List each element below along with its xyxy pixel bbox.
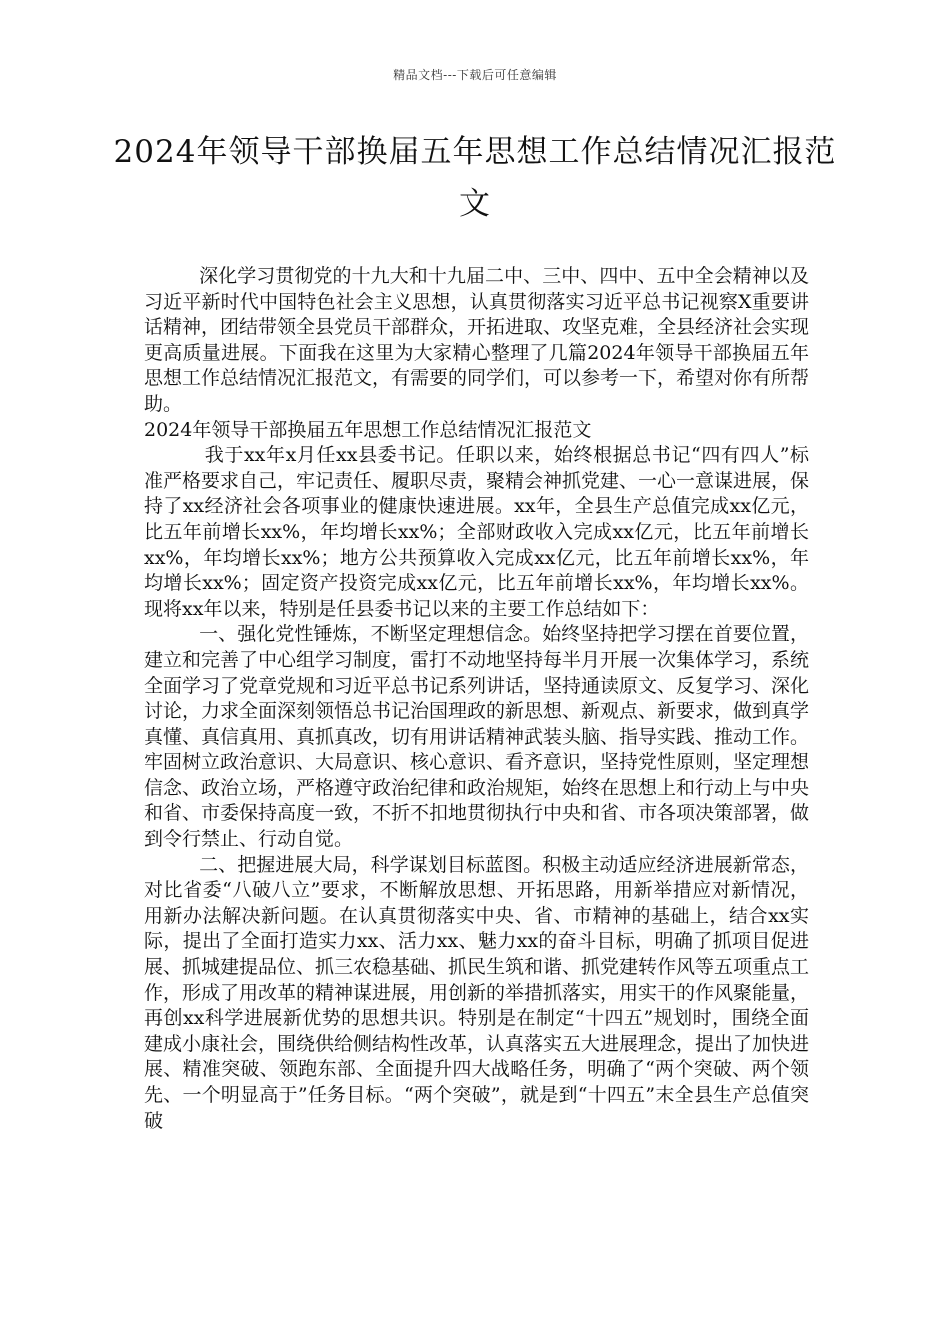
body-paragraph-1: 我于xx年x月任xx县委书记。任职以来，始终根据总书记“四有四人”标准严格要求自己，牢记责任、履职尽责，聚精会神抓党建、一心一意谋进展，保持了xx经济社会各项事业的健康快速进展。xx年，全县生产总值完成xx亿元，比五年前增长xx%，年均增长xx%；全部财政收入完成xx亿元，比五年前增长xx%，年均增长xx%；地方公共预算收入完成xx亿元，比五年前增长xx%，年均增长xx%；固定资产投资完成xx亿元，比五年前增长xx%，年均增长xx%。现将xx年以来，特别是任县委书记以来的主要工作总结如下： — [144, 444, 810, 620]
body-paragraph-2: 一、强化党性锤炼，不断坚定理想信念。始终坚持把学习摆在首要位置，建立和完善了中心组学习制度，雷打不动地坚持每半月开展一次集体学习，系统全面学习了党章党规和习近平总书记系列讲话，坚持通读原文、反复学习、深化讨论，力求全面深刻领悟总书记治国理政的新思想、新观点、新要求，做到真学真懂、真信真用、真抓真改，切有用讲话精神武装头脑、指导实践、推动工作。牢固树立政治意识、大局意识、核心意识、看齐意识，坚持党性原则，坚定理想信念、政治立场，严格遵守政治纪律和政治规矩，始终在思想上和行动上与中央和省、市委保持高度一致，不折不扣地贯彻执行中央和省、市各项决策部署，做到令行禁止、行动自觉。 — [144, 623, 810, 851]
document-title: 2024年领导干部换届五年思想工作总结情况汇报范文 — [113, 134, 837, 222]
section-heading: 2024年领导干部换届五年思想工作总结情况汇报范文 — [144, 418, 592, 441]
document-body — [144, 264, 809, 1134]
body-paragraph-3: 二、把握进展大局，科学谋划目标蓝图。积极主动适应经济进展新常态，对比省委“八破八立”要求，不断解放思想、开拓思路，用新举措应对新情况，用新办法解决新问题。在认真贯彻落实中央、省、市精神的基础上，结合xx实际，提出了全面打造实力xx、活力xx、魅力xx的奋斗目标，明确了抓项目促进展、抓城建提品位、抓三农稳基础、抓民生筑和谐、抓党建转作风等五项重点工作，形成了用改革的精神谋进展，用创新的举措抓落实，用实干的作风聚能量，再创xx科学进展新优势的思想共识。特别是在制定“十四五”规划时，围绕全面建成小康社会，围绕供给侧结构性改革，认真落实五大进展理念，提出了加快进展、精准突破、领跑东部、全面提升四大战略任务，明确了“两个突破、两个领先、一个明显高于”任务目标。“两个突破”，就是到“十四五”末全县生产总值突破 — [144, 853, 810, 1132]
intro-paragraph: 深化学习贯彻党的十九大和十九届二中、三中、四中、五中全会精神以及习近平新时代中国特色社会主义思想，认真贯彻落实习近平总书记视察X重要讲话精神，团结带领全县党员干部群众，开拓进取、攻坚克难，全县经济社会实现更高质量进展。下面我在这里为大家精心整理了几篇2024年领导干部换届五年思想工作总结情况汇报范文，有需要的同学们，可以参考一下，希望对你有所帮助。 — [144, 265, 810, 415]
header-note: 精品文档---下载后可任意编辑 — [393, 68, 557, 82]
